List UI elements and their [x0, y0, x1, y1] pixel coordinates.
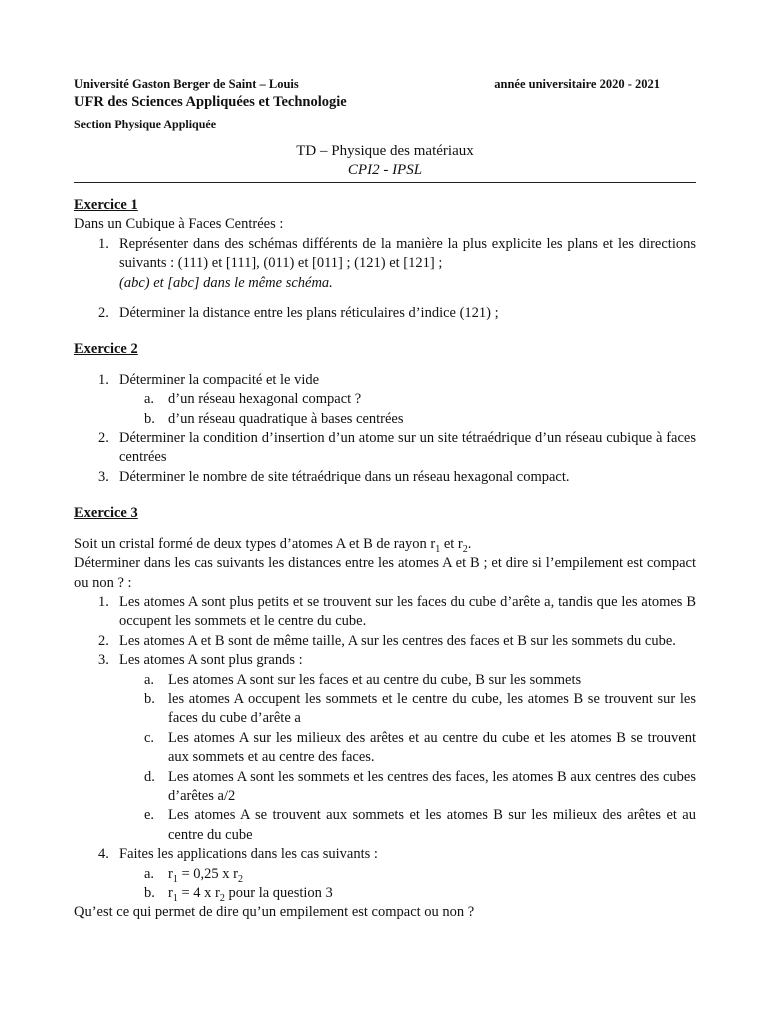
- subitem-text: d’un réseau hexagonal compact ?: [168, 391, 362, 408]
- exercise-3-item-3: [74, 651, 696, 670]
- subitem-text: Les atomes A sont sur les faces et au centre du cube, B sur les sommets: [168, 671, 582, 688]
- item-number: 2.: [98, 305, 109, 322]
- formula-part: r: [168, 865, 173, 882]
- subitem-text: Les atomes A sont les sommets et les centres des faces, les atomes B aux centres des cubes d’arêtes a/2: [168, 768, 696, 804]
- item-number: 2.: [98, 430, 109, 447]
- exercise-1-title: Exercice 1: [74, 197, 138, 213]
- header-line: [74, 77, 694, 92]
- subitem-letter: a.: [144, 865, 155, 882]
- formula-part: = 4 x r: [177, 885, 220, 901]
- exercise-1-item-2: [74, 304, 696, 323]
- title-divider: [74, 182, 696, 183]
- item-text: Les atomes A et B sont de même taille, A sur les centres des faces et B sur les sommets du cube.: [119, 632, 676, 649]
- exercise-3-application-a: [74, 865, 696, 884]
- item-text: Les atomes A sont plus grands :: [119, 652, 303, 669]
- item-text: Les atomes A sont plus petits et se trouvent sur les faces du cube d’arête a, tandis que les atomes B occupent les sommets et le centre du cube.: [119, 593, 696, 630]
- item-number: 3.: [98, 468, 109, 485]
- subscript: 1: [172, 873, 178, 885]
- formula-part: = 0,25 x r: [177, 865, 238, 882]
- exercise-2-subitem-b: [74, 410, 696, 429]
- exercise-3-item-1: [74, 593, 696, 632]
- formula-part: r: [168, 885, 173, 901]
- exercise-3-intro: [74, 535, 696, 554]
- subitem-letter: a.: [144, 671, 155, 688]
- subitem-letter: e.: [144, 807, 155, 824]
- subitem-text: Les atomes A se trouvent aux sommets et les atomes B sur les milieux des arêtes et au centre du cube: [168, 807, 696, 843]
- exercise-2-title: Exercice 2: [74, 341, 138, 358]
- subscript: 1: [435, 543, 441, 555]
- section-name: Section Physique Appliquée: [74, 117, 217, 131]
- item-number: 2.: [98, 632, 109, 649]
- exercise-2-subitem-a: [74, 390, 696, 409]
- item-text: Déterminer la compacité et le vide: [119, 371, 320, 388]
- exercise-3-subitem-d: [74, 768, 696, 807]
- intro-text: .: [467, 535, 472, 552]
- exercise-3-item-2: [74, 632, 696, 651]
- subscript: 2: [237, 873, 243, 885]
- subscript: 1: [172, 892, 178, 904]
- exercise-2-item-1: [74, 371, 696, 390]
- subscript: 2: [462, 543, 468, 555]
- subitem-letter: a.: [144, 391, 155, 408]
- subitem-letter: b.: [144, 690, 155, 707]
- subitem-letter: d.: [144, 768, 155, 785]
- formula-part: pour la question 3: [224, 885, 333, 901]
- subitem-text: Les atomes A sur les milieux des arêtes et au centre du cube et les atomes B se trouvent aux sommets et au centre des faces.: [168, 729, 696, 766]
- exercise-3-subitem-b: [74, 690, 696, 729]
- subitem-letter: b.: [144, 885, 155, 901]
- item-number: 1.: [98, 371, 109, 388]
- exercise-3-closing-question: Qu’est ce qui permet de dire qu’un empilement est compact ou non ?: [74, 904, 475, 921]
- intro-text: et r: [440, 535, 463, 552]
- subitem-letter: c.: [144, 729, 155, 746]
- exercise-3-subitem-a: [74, 671, 696, 690]
- item-number: 1.: [98, 593, 109, 610]
- item-text: Déterminer la condition d’insertion d’un atome sur un site tétraédrique d’un réseau cubique à faces centrées: [119, 430, 696, 466]
- exercise-3-title: Exercice 3: [74, 505, 138, 522]
- exercise-1-intro: Dans un Cubique à Faces Centrées :: [74, 216, 284, 233]
- spacer: [74, 524, 696, 535]
- spacer: [74, 360, 696, 371]
- item-text: Représenter dans des schémas différents de la manière la plus explicite les plans et les directions suivants : (111) et [111], (011) et [011] ; (121) et [121] ;: [119, 235, 696, 272]
- document-title: TD – Physique des matériaux: [296, 143, 474, 159]
- item-note: (abc) et [abc] dans le même schéma.: [119, 274, 333, 291]
- exercise-1-item-1: [74, 235, 696, 293]
- exercise-3-intro-2: Déterminer dans les cas suivants les distances entre les atomes A et B ; et dire si l’empilement est compact ou non ? :: [74, 555, 696, 591]
- title-block: [74, 142, 696, 180]
- exercise-3-subitem-c: [74, 729, 696, 768]
- subitem-formula: [168, 884, 696, 903]
- subitem-text: d’un réseau quadratique à bases centrées: [168, 410, 404, 427]
- item-text: Déterminer la distance entre les plans réticulaires d’indice (121) ;: [119, 305, 499, 322]
- exercise-3-item-4: [74, 845, 696, 864]
- exercise-2-item-2: [74, 429, 696, 468]
- academic-year: année universitaire 2020 - 2021: [494, 77, 660, 91]
- university-name: Université Gaston Berger de Saint – Louis: [74, 77, 299, 91]
- item-text: Déterminer le nombre de site tétraédrique dans un réseau hexagonal compact.: [119, 468, 570, 485]
- subscript: 2: [219, 892, 225, 904]
- ufr-name: UFR des Sciences Appliquées et Technologie: [74, 94, 347, 110]
- item-number: 1.: [98, 235, 109, 252]
- exercise-3-subitem-e: [74, 806, 696, 845]
- exercise-3-application-b: [74, 884, 696, 903]
- subitem-letter: b.: [144, 410, 155, 427]
- spacer: [74, 293, 696, 304]
- document-body: [74, 196, 696, 923]
- subitem-formula: [168, 865, 696, 884]
- item-number: 3.: [98, 652, 109, 669]
- exercise-2-item-3: [74, 468, 696, 487]
- document-header: [74, 77, 694, 132]
- item-number: 4.: [98, 846, 109, 863]
- subitem-text: les atomes A occupent les sommets et le centre du cube, les atomes B se trouvent sur les faces du cube d’arête a: [168, 690, 696, 727]
- item-content: [119, 235, 696, 293]
- document-subtitle: CPI2 - IPSL: [347, 162, 423, 178]
- item-text: Faites les applications dans les cas suivants :: [119, 846, 378, 863]
- intro-text: Soit un cristal formé de deux types d’atomes A et B de rayon r: [74, 535, 436, 552]
